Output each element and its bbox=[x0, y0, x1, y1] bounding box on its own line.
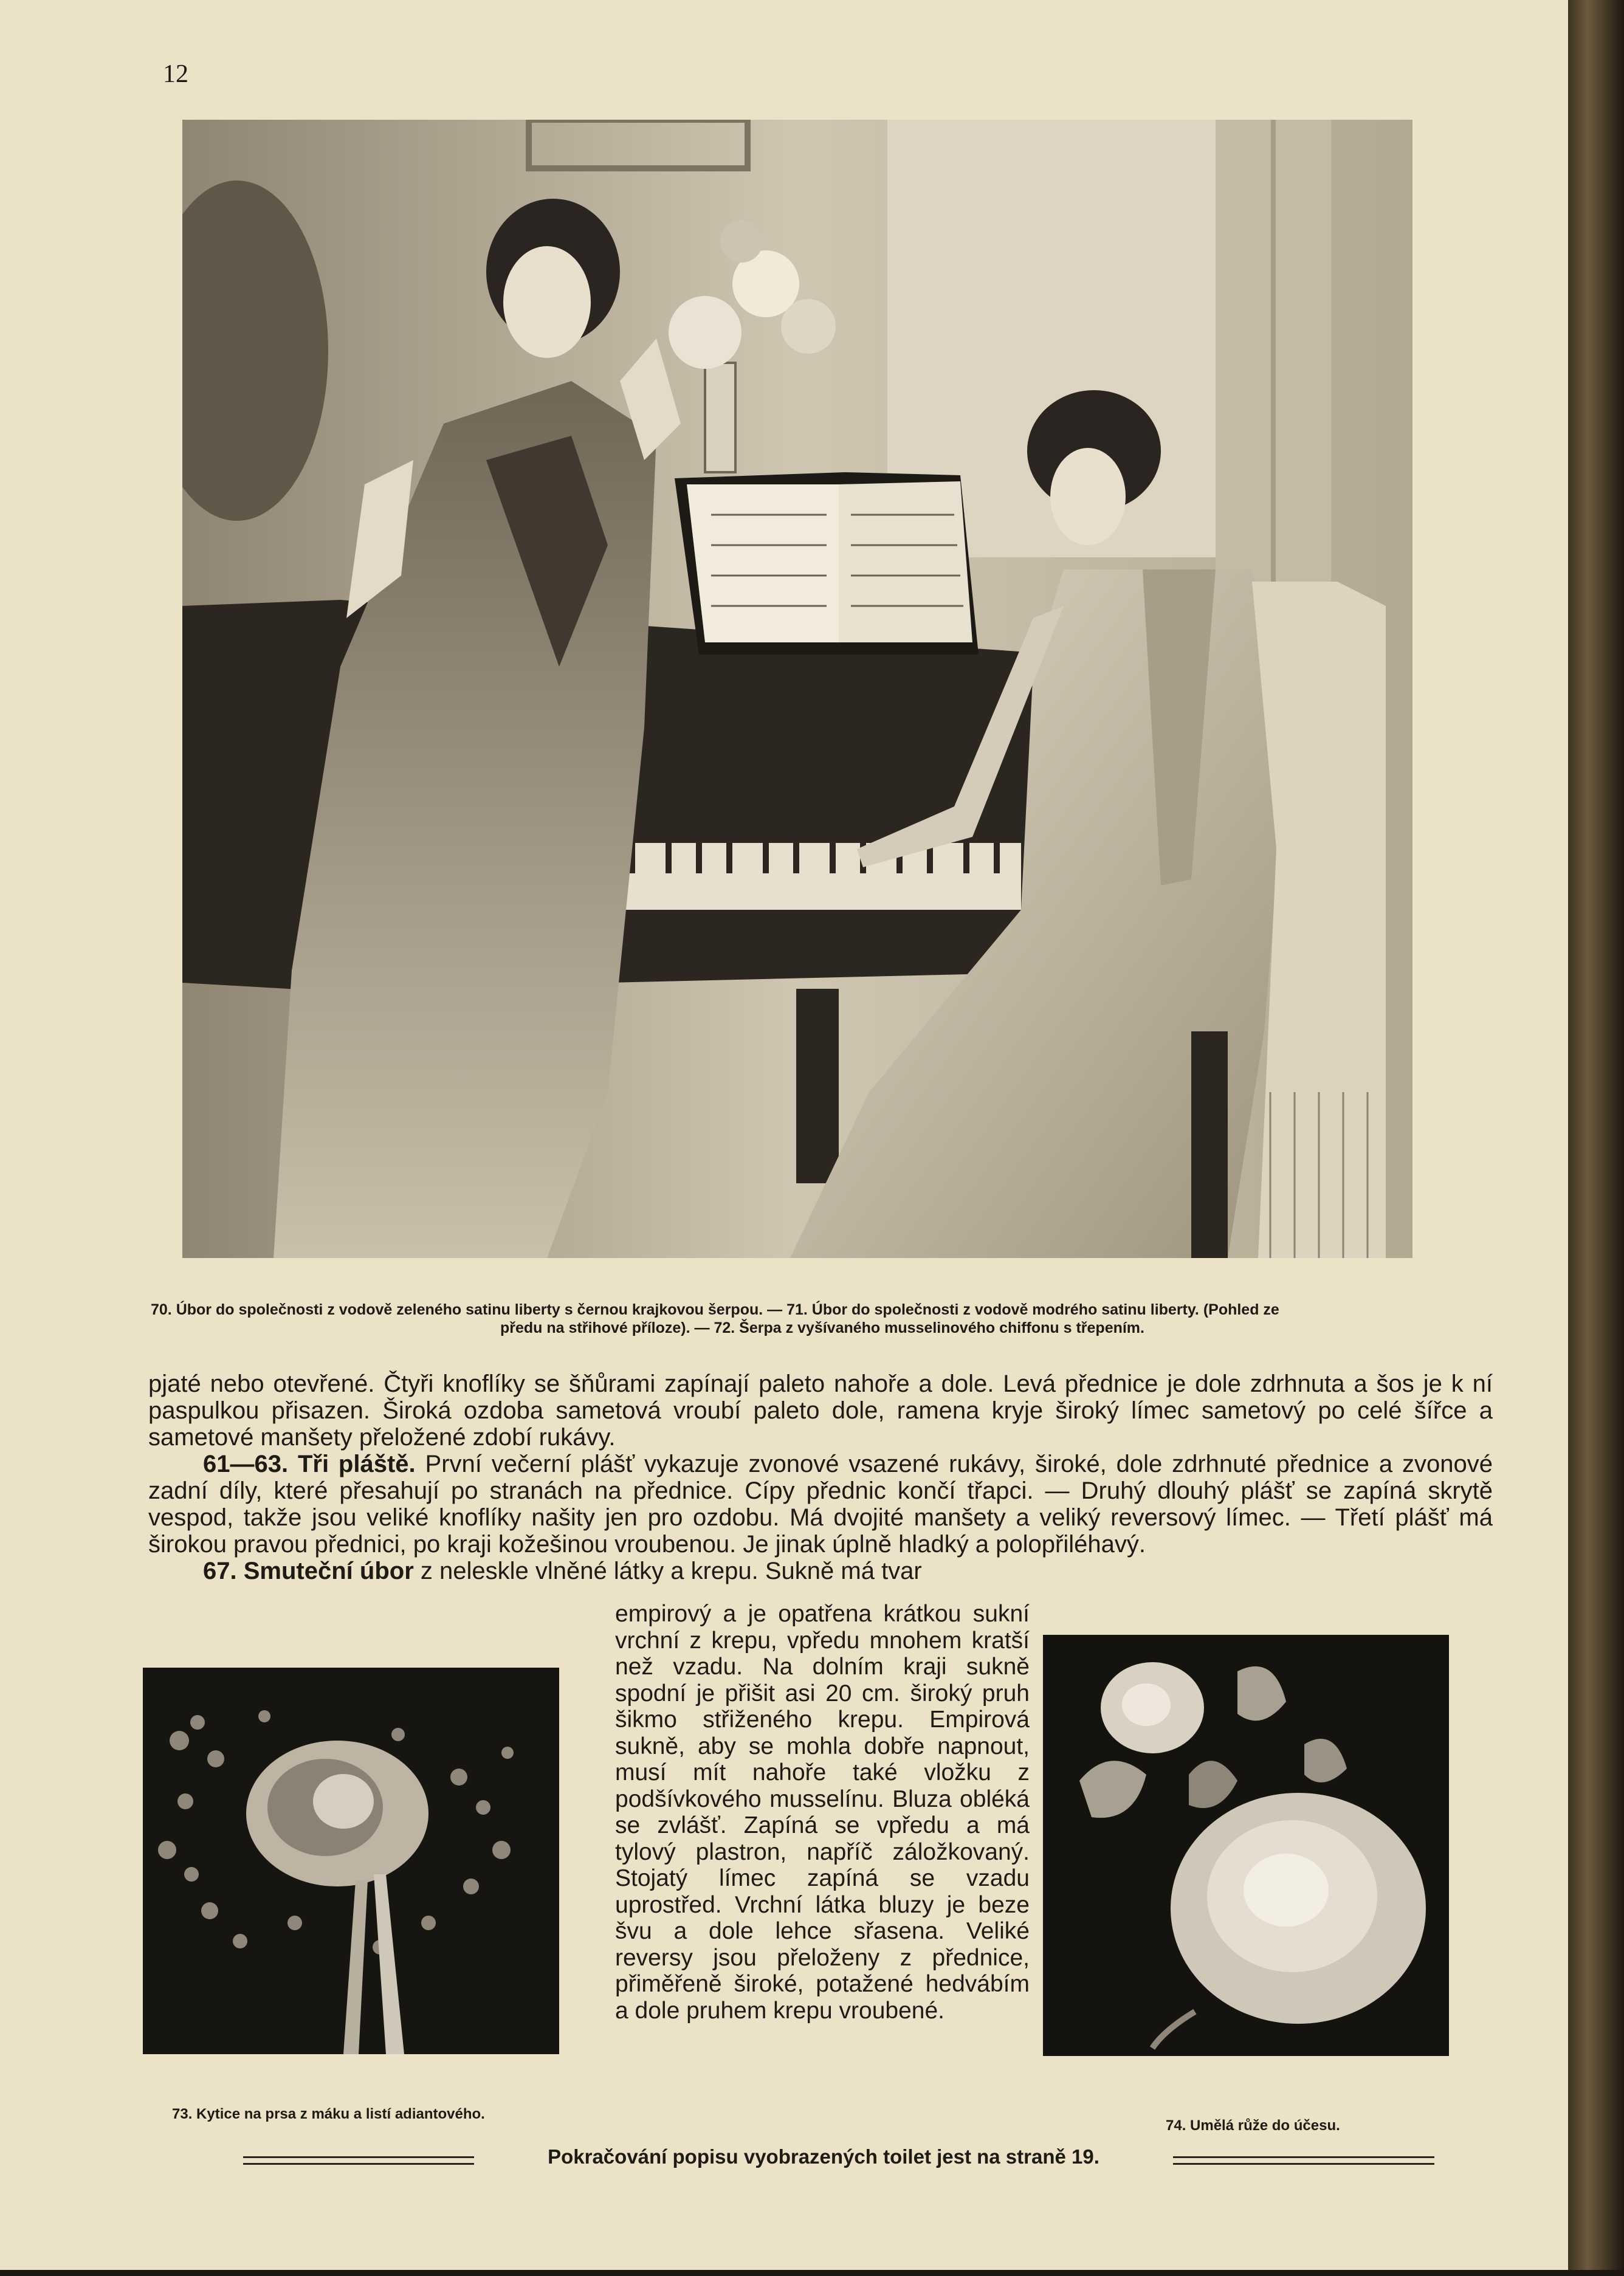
article-body bbox=[148, 1370, 1493, 1584]
paragraph-smutecni bbox=[148, 1558, 1493, 1584]
book-spine-edge bbox=[1568, 0, 1624, 2276]
page-number: 12 bbox=[163, 60, 188, 88]
item-number-61-63: 61—63. bbox=[203, 1451, 289, 1477]
continuation-text: Pokračování popisu vyobrazených toilet jest na straně 19. bbox=[548, 2145, 1099, 2168]
footer-rule-left bbox=[243, 2156, 474, 2165]
artificial-rose-photo bbox=[1043, 1635, 1449, 2056]
article-column-text: empirový a je opatřena krátkou sukní vrchní z krepu, vpředu mnohem kratší než vzadu. Na dolním kraji sukně spodní je přišit asi 20 cm. široký pruh šikmo střiženého krepu. Empirová sukně, aby se mohla dobře napnout, musí mít nahoře také vložku z podšívkového musselínu. Bluza obléká se zvlášť. Zapíná se vpředu a má tylový plastron, napříč záložkovaný. Stojatý límec zapíná se vzadu uprostřed. Vrchní látka bluzy je beze švu a dole lehce sřasena. Veliké reversy jsou přeloženy z přednice, přiměřeně široké, potažené hedvábím a dole pruhem krepu vroubené. bbox=[615, 1601, 1030, 2024]
poppy-bouquet-photo bbox=[143, 1668, 559, 2054]
caption-line-2: předu na střihové příloze). — 72. Šerpa z vyšívaného musselinového chiffonu s třepením. bbox=[500, 1319, 1144, 1336]
item-number-67: 67. bbox=[203, 1558, 237, 1584]
paragraph-plaste bbox=[148, 1451, 1493, 1558]
illustration-caption bbox=[151, 1301, 1494, 1337]
piano-illustration bbox=[182, 120, 1412, 1258]
poppy-caption: 73. Kytice na prsa z máku a listí adiantového. bbox=[172, 2106, 485, 2122]
smutecni-text: z neleskle vlněné látky a krepu. Sukně má tvar bbox=[413, 1558, 922, 1584]
rose-caption: 74. Umělá růže do účesu. bbox=[1166, 2117, 1340, 2134]
heading-tri-plaste: Tři pláště. bbox=[297, 1451, 416, 1477]
footer-rule-right bbox=[1173, 2156, 1434, 2165]
caption-line-1: 70. Úbor do společnosti z vodově zeleného satinu liberty s černou krajkovou šerpou. — 71. Úbor do společnosti z vodově modrého satinu liberty. (Pohled ze bbox=[151, 1301, 1279, 1318]
continuation-note bbox=[243, 2145, 1434, 2176]
plaste-text: První večerní plášť vykazuje zvonové vsazené rukávy, široké, dole zdrhnuté přednice a zvonové zadní díly, které přesahují po stranách na přednice. Cípy přednic končí třapci. — Druhý dlouhý plášť se zapíná skrytě vespod, takže jsou veliké knoflíky našity jen pro ozdobu. Má dvojité manšety a veliký reversový límec. — Třetí plášť má širokou pravou přednici, po kraji kožešinou vroubenou. Je jinak úplně hladký a polopřiléhavý. bbox=[148, 1451, 1493, 1558]
page-bottom-edge bbox=[0, 2270, 1624, 2276]
heading-smutecni-ubor: Smuteční úbor bbox=[243, 1558, 414, 1584]
paragraph-paleto: pjaté nebo otevřené. Čtyři knoflíky se šňůrami zapínají paleto nahoře a dole. Levá přednice je dole zdrhnuta a šos je k ní paspulkou přisazen. Široká ozdoba sametová vroubí paleto dole, ramena kryje široký límec sametový po celé šířce a sametové manšety přeložené zdobí rukávy. bbox=[148, 1370, 1493, 1451]
